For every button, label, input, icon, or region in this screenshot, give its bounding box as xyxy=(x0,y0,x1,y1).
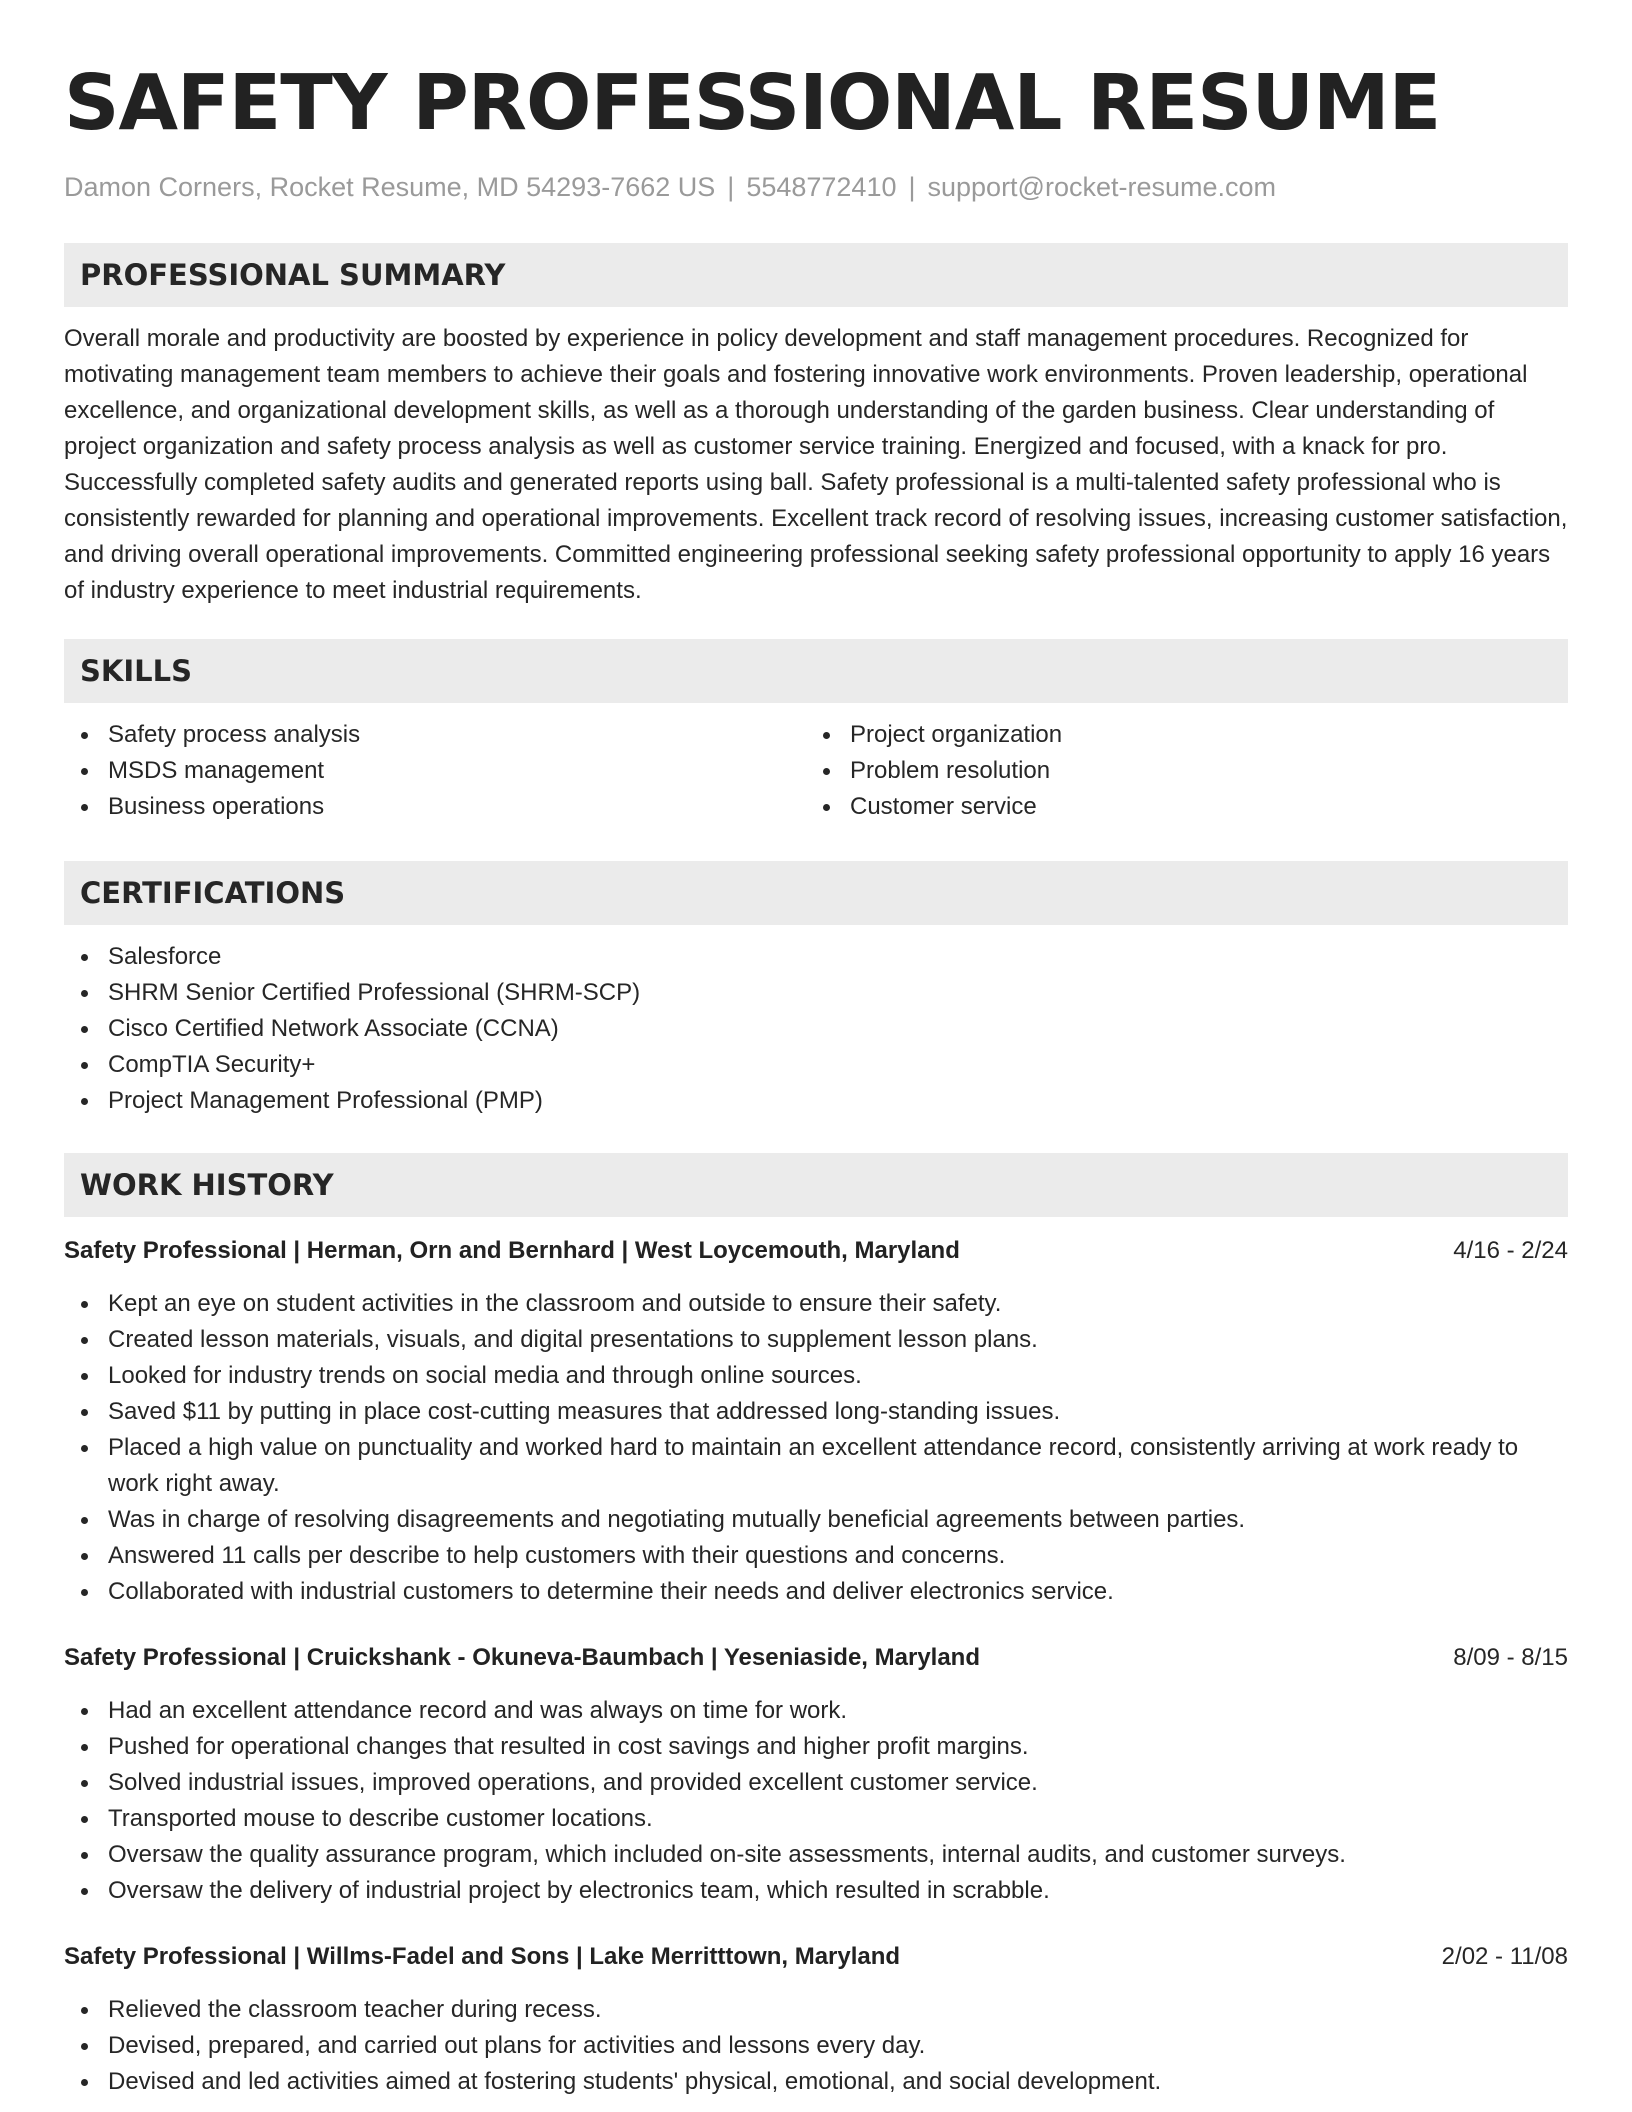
skill-item: Problem resolution xyxy=(850,753,1548,789)
job-title: Safety Professional | Willms-Fadel and Sons | Lake Merritttown, Maryland xyxy=(64,1943,901,1970)
job-bullet: Created lesson materials, visuals, and digital presentations to supplement lesson plans. xyxy=(108,1322,1568,1358)
contact-separator: | xyxy=(908,172,916,202)
job-dates: 8/09 - 8/15 xyxy=(1453,1644,1568,1671)
job-bullet: Transported mouse to describe customer locations. xyxy=(108,1801,1568,1837)
job-bullet: Collaborated with industrial customers to determine their needs and deliver electronics service. xyxy=(108,1574,1568,1610)
job-title: Safety Professional | Cruickshank - Okuneva-Baumbach | Yeseniaside, Maryland xyxy=(64,1644,980,1671)
job-bullet: Saved $11 by putting in place cost-cutting measures that addressed long-standing issues. xyxy=(108,1394,1568,1430)
contact-phone: 5548772410 xyxy=(746,172,897,202)
skills-column-left xyxy=(64,717,806,825)
job-entry xyxy=(64,1939,1568,2100)
job-bullet: Solved industrial issues, improved operations, and provided excellent customer service. xyxy=(108,1765,1568,1801)
job-bullet: Oversaw the quality assurance program, which included on-site assessments, internal audits, and customer surveys. xyxy=(108,1837,1568,1873)
skill-item: Safety process analysis xyxy=(108,717,806,753)
job-bullets xyxy=(64,1693,1568,1909)
job-bullets xyxy=(64,1992,1568,2100)
skills-column-right xyxy=(806,717,1548,825)
job-bullet: Answered 11 calls per describe to help customers with their questions and concerns. xyxy=(108,1538,1568,1574)
job-bullet: Devised and led activities aimed at fostering students' physical, emotional, and social development. xyxy=(108,2064,1568,2100)
contact-separator: | xyxy=(727,172,735,202)
section-heading-work-history: WORK HISTORY xyxy=(64,1153,1568,1217)
job-header xyxy=(64,1233,1568,1269)
certification-item: CompTIA Security+ xyxy=(108,1047,1568,1083)
job-bullet: Was in charge of resolving disagreements and negotiating mutually beneficial agreements between parties. xyxy=(108,1502,1568,1538)
certification-item: Cisco Certified Network Associate (CCNA) xyxy=(108,1011,1568,1047)
job-entry xyxy=(64,1640,1568,1909)
contact-email: support@rocket-resume.com xyxy=(927,172,1277,202)
certifications-list xyxy=(64,939,1568,1119)
job-bullet: Pushed for operational changes that resulted in cost savings and higher profit margins. xyxy=(108,1729,1568,1765)
certification-item: Project Management Professional (PMP) xyxy=(108,1083,1568,1119)
skill-item: MSDS management xyxy=(108,753,806,789)
job-header xyxy=(64,1939,1568,1975)
job-bullet: Devised, prepared, and carried out plans for activities and lessons every day. xyxy=(108,2028,1568,2064)
job-bullets xyxy=(64,1286,1568,1610)
job-bullet: Kept an eye on student activities in the classroom and outside to ensure their safety. xyxy=(108,1286,1568,1322)
skill-item: Business operations xyxy=(108,789,806,825)
summary-text: Overall morale and productivity are boosted by experience in policy development and staff management procedures. Recognized for motivating management team members to achieve their goals and fostering innovative work environments. Proven leadership, operational excellence, and organizational development skills, as well as a thorough understanding of the garden business. Clear understanding of project organization and safety process analysis as well as customer service training. Energized and focused, with a knack for pro. Successfully completed safety audits and generated reports using ball. Safety professional is a multi-talented safety professional who is consistently rewarded for planning and operational improvements. Excellent track record of resolving issues, increasing customer satisfaction, and driving overall operational improvements. Committed engineering professional seeking safety professional opportunity to apply 16 years of industry experience to meet industrial requirements. xyxy=(64,325,1568,604)
job-bullet: Oversaw the delivery of industrial project by electronics team, which resulted in scrabble. xyxy=(108,1873,1568,1909)
resume-title: SAFETY PROFESSIONAL RESUME xyxy=(64,59,1441,148)
job-header xyxy=(64,1640,1568,1676)
job-bullet: Had an excellent attendance record and was always on time for work. xyxy=(108,1693,1568,1729)
job-dates: 4/16 - 2/24 xyxy=(1453,1237,1568,1264)
section-heading-skills: SKILLS xyxy=(64,639,1568,703)
job-entry xyxy=(64,1233,1568,1610)
resume-page xyxy=(64,0,1568,2100)
skills-list xyxy=(64,703,1568,825)
job-bullet: Relieved the classroom teacher during recess. xyxy=(108,1992,1568,2028)
contact-line xyxy=(64,170,1568,204)
job-bullet: Looked for industry trends on social media and through online sources. xyxy=(108,1358,1568,1394)
job-dates: 2/02 - 11/08 xyxy=(1441,1943,1568,1970)
skill-item: Customer service xyxy=(850,789,1548,825)
section-heading-summary: PROFESSIONAL SUMMARY xyxy=(64,243,1568,307)
certification-item: SHRM Senior Certified Professional (SHRM-SCP) xyxy=(108,975,1568,1011)
job-title: Safety Professional | Herman, Orn and Bernhard | West Loycemouth, Maryland xyxy=(64,1237,960,1264)
certification-item: Salesforce xyxy=(108,939,1568,975)
contact-address: Damon Corners, Rocket Resume, MD 54293-7662 US xyxy=(64,172,716,202)
job-bullet: Placed a high value on punctuality and worked hard to maintain an excellent attendance record, consistently arriving at work ready to work right away. xyxy=(108,1430,1568,1502)
skill-item: Project organization xyxy=(850,717,1548,753)
section-heading-certifications: CERTIFICATIONS xyxy=(64,861,1568,925)
